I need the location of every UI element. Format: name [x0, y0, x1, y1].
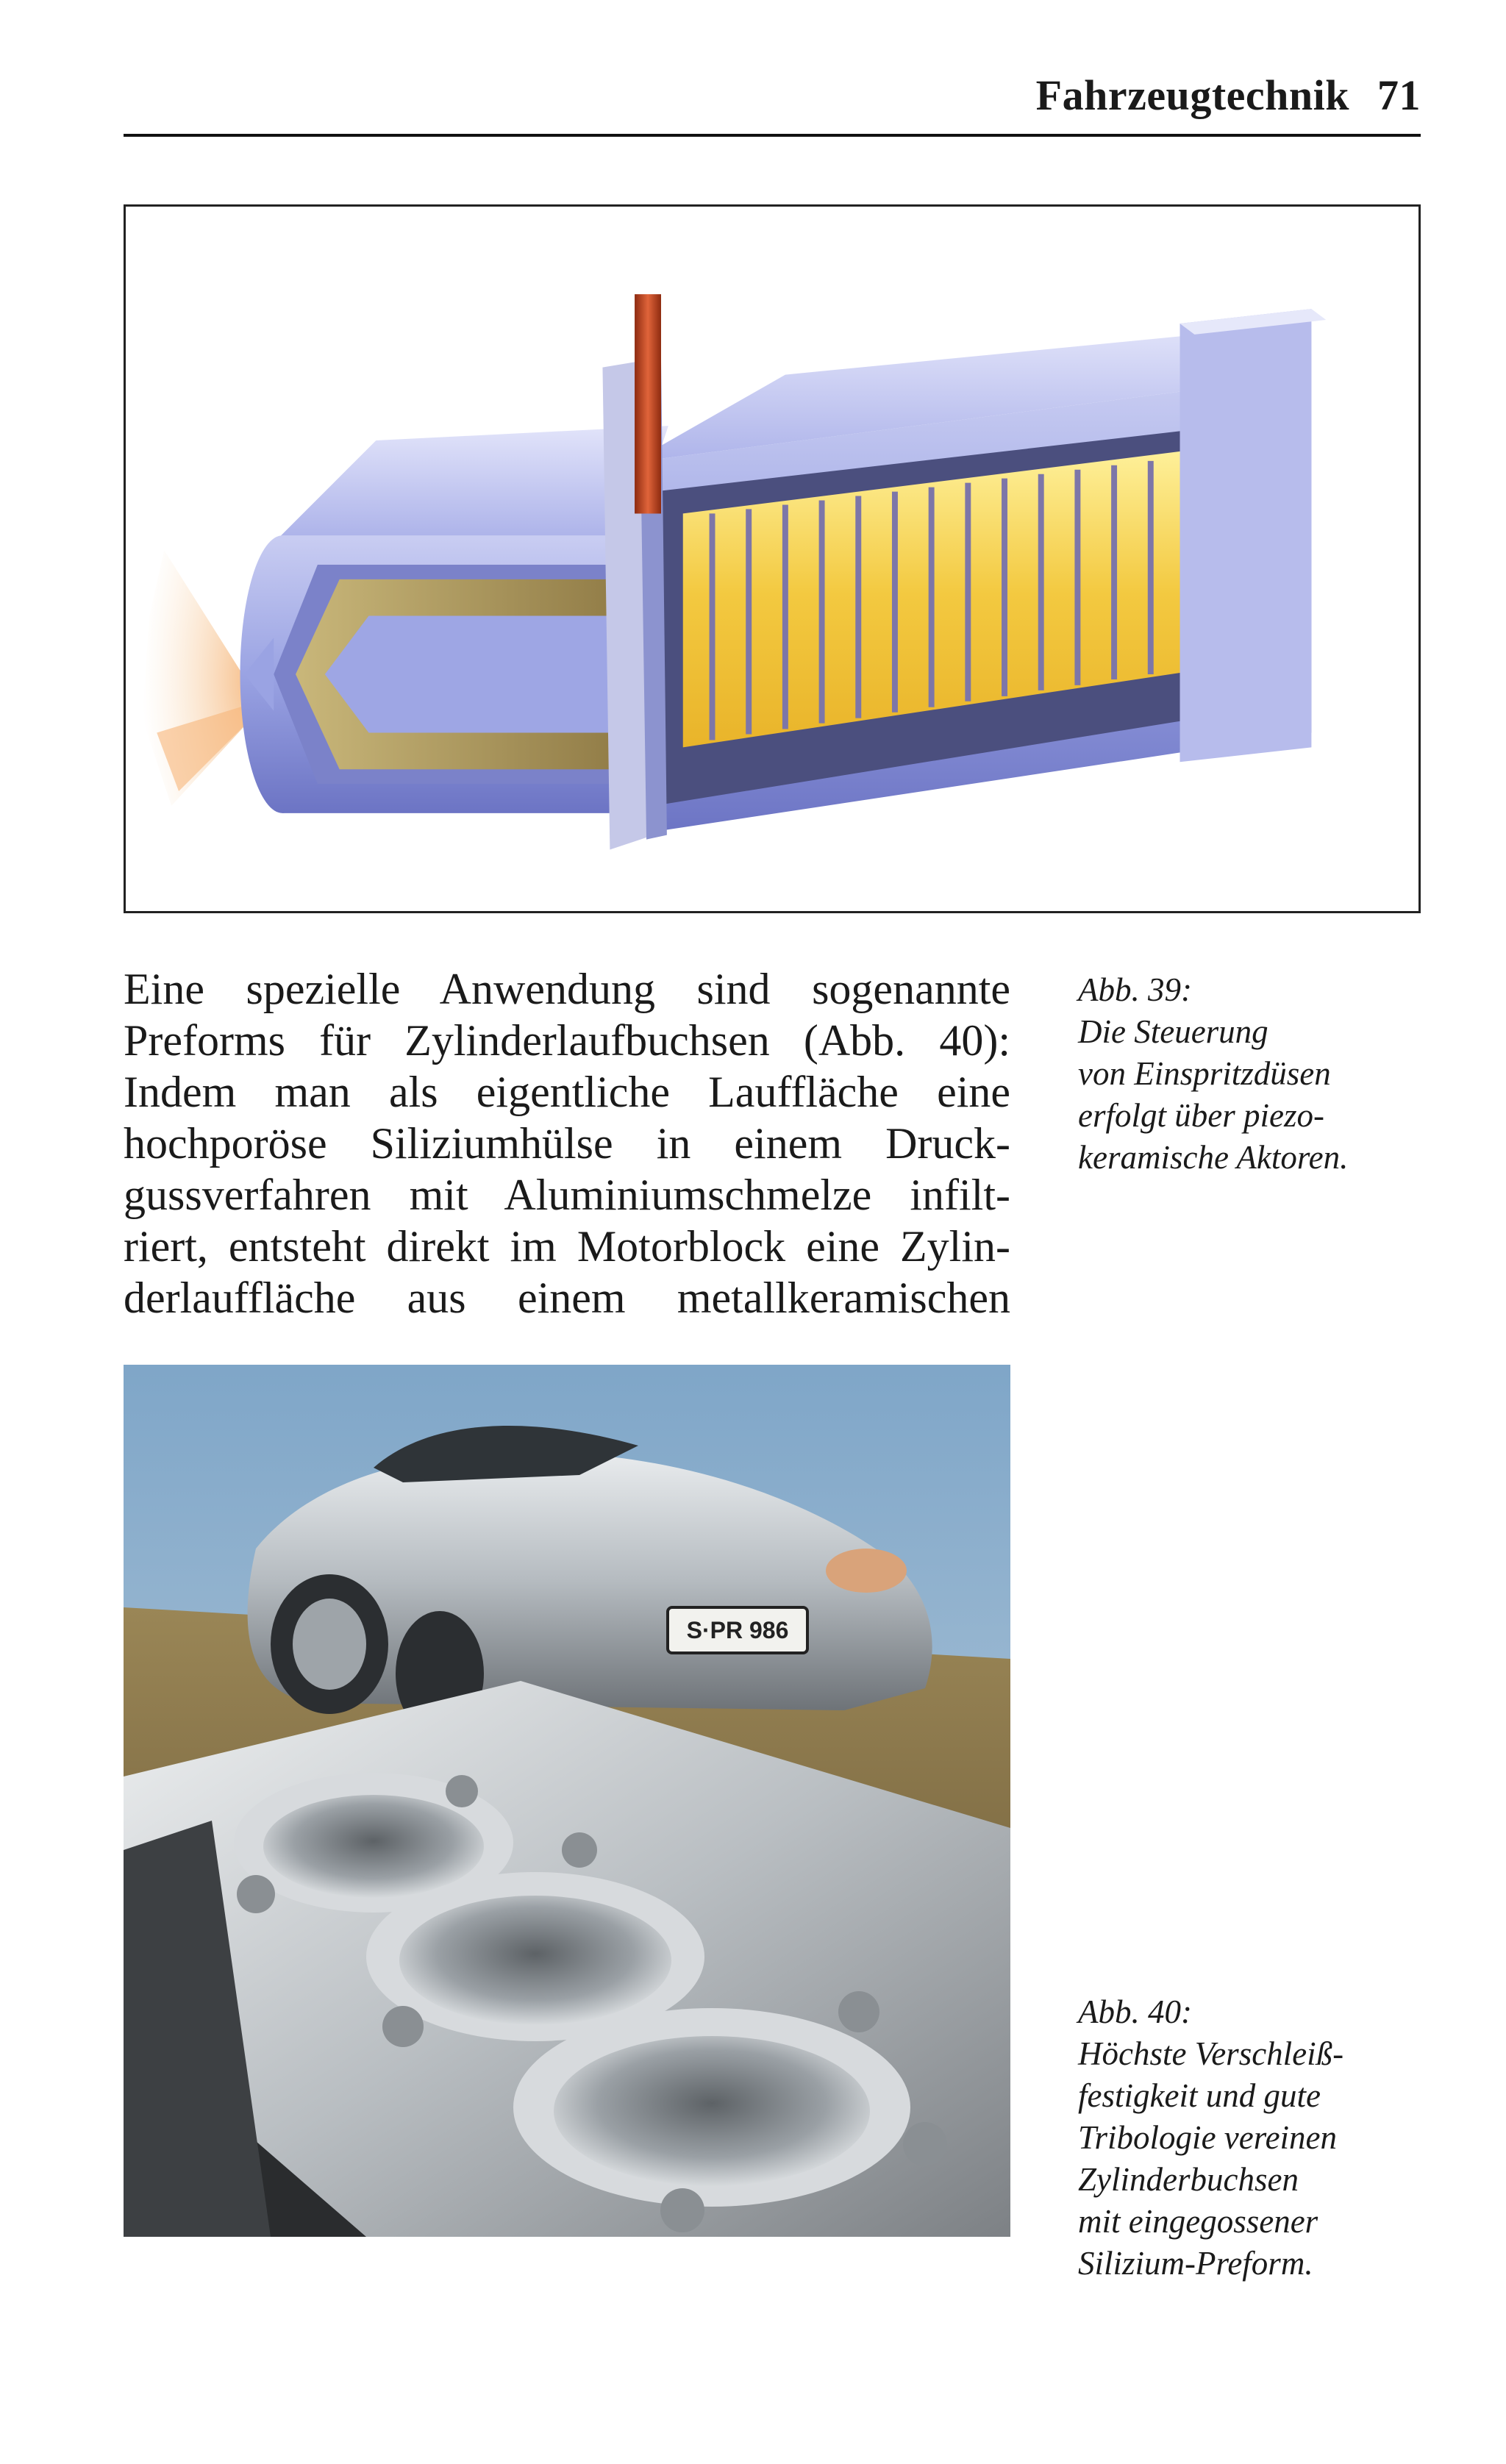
caption-line: Zylinderbuchsen	[1078, 2161, 1299, 2198]
piezo-injector-illustration	[126, 207, 1418, 911]
figure-40-photo	[124, 1365, 1010, 2237]
body-line: gussverfahren mit Aluminiumschmelze infilt-	[124, 1171, 1010, 1219]
caption-line: festigkeit und gute	[1078, 2077, 1321, 2114]
page-number: 71	[1377, 71, 1421, 119]
body-line: Preforms für Zylinderlaufbuchsen (Abb. 40):	[124, 1016, 1010, 1065]
body-line: derlauffläche aus einem metallkeramischen	[124, 1274, 1010, 1322]
caption-line: Höchste Verschleiß-	[1078, 2035, 1344, 2072]
caption-figure-39	[1078, 969, 1431, 1179]
page-header	[124, 71, 1421, 137]
caption-line: erfolgt über piezo-	[1078, 1097, 1324, 1134]
running-head	[1036, 71, 1421, 120]
body-line: riert, entsteht direkt im Motorblock eine Zylin-	[124, 1222, 1010, 1271]
caption-line: mit eingegossener	[1078, 2203, 1318, 2240]
sports-car-and-engine-block-photo	[124, 1365, 1010, 2237]
body-line: Eine spezielle Anwendung sind sogenannte	[124, 965, 1010, 1013]
body-line: hochporöse Siliziumhülse in einem Druck-	[124, 1119, 1010, 1168]
caption-line: keramische Aktoren.	[1078, 1139, 1349, 1176]
license-plate: S·PR 986	[686, 1617, 789, 1643]
body-line: Indem man als eigentliche Lauffläche eine	[124, 1068, 1010, 1116]
caption-line: von Einspritzdüsen	[1078, 1055, 1331, 1092]
caption-line: Silizium-Preform.	[1078, 2245, 1313, 2282]
header-rule	[124, 134, 1421, 137]
caption-figure-40	[1078, 1991, 1431, 2285]
section-title: Fahrzeugtechnik	[1035, 71, 1349, 119]
caption-line: Tribologie vereinen	[1078, 2119, 1338, 2156]
body-paragraph	[124, 963, 1010, 1324]
caption-line: Abb. 40:	[1078, 1993, 1192, 2030]
caption-line: Die Steuerung	[1078, 1013, 1268, 1050]
caption-line: Abb. 39:	[1078, 971, 1192, 1008]
figure-39-injector	[124, 204, 1421, 913]
